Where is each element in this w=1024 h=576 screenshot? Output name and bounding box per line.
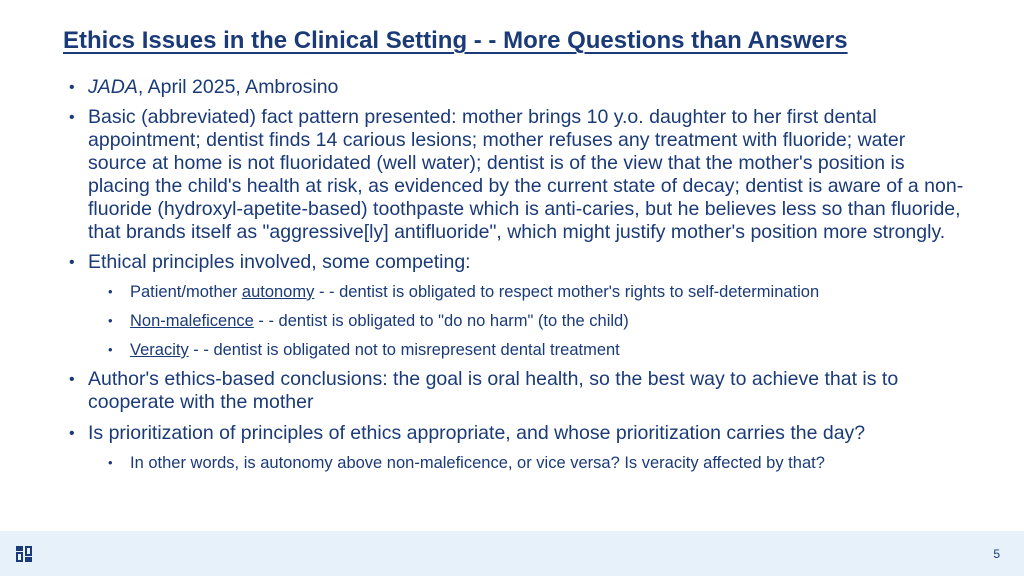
bullet-prioritization	[68, 422, 968, 473]
principle-non-maleficence	[108, 311, 968, 331]
conclusions-text: Author's ethics-based conclusions: the goal is oral health, so the best way to achieve that is to cooperate with the mother	[88, 368, 899, 413]
slide-title: Ethics Issues in the Clinical Setting - - More Questions than Answers	[63, 27, 848, 54]
principles-sublist	[88, 282, 968, 360]
citation-rest: , April 2025, Ambrosino	[137, 76, 339, 98]
prioritization-subitem	[108, 453, 968, 473]
principle-autonomy	[108, 282, 968, 302]
principle-veracity	[108, 340, 968, 360]
slide-content	[68, 76, 968, 481]
principle-term: Non-maleficence	[130, 312, 254, 330]
prioritization-sublist	[88, 453, 968, 473]
bullet-fact-pattern	[68, 106, 968, 244]
prioritization-text: Is prioritization of principles of ethics appropriate, and whose prioritization carries the day?	[88, 422, 866, 444]
bullet-author-conclusions	[68, 368, 968, 414]
ethical-principles-text: Ethical principles involved, some competing:	[88, 251, 471, 273]
principle-description: - - dentist is obligated to respect mother's rights to self-determination	[314, 283, 820, 301]
principle-description: - - dentist is obligated to "do no harm" (to the child)	[253, 312, 629, 330]
bullet-citation	[68, 76, 968, 99]
bullet-ethical-principles	[68, 251, 968, 360]
principle-term: Veracity	[130, 341, 189, 359]
principle-description: - - dentist is obligated not to misrepresent dental treatment	[188, 341, 620, 359]
bullet-list	[68, 76, 968, 473]
page-number: 5	[993, 547, 1000, 561]
principle-term: autonomy	[241, 283, 315, 301]
journal-name: JADA	[88, 76, 138, 98]
prioritization-subtext: In other words, is autonomy above non-maleficence, or vice versa? Is veracity affected by that?	[130, 454, 825, 472]
footer-bar	[0, 531, 1024, 576]
firm-logo-icon	[16, 546, 32, 562]
principle-prefix: Patient/mother	[130, 283, 242, 301]
fact-pattern-text: Basic (abbreviated) fact pattern presented: mother brings 10 y.o. daughter to her first dental appointment; dentist finds 14 carious lesions; mother refuses any treatment with fluoride; water source at home is not fluoridated (well water); dentist is of the view that the mother's position is placing the child's health at risk, as evidenced by the current state of decay; dentist is aware of a non-fluoride (hydroxyl-apetite-based) toothpaste which is anti-caries, but he believes less so than fluoride, that brands itself as "aggressive[ly] antifluoride", which might justify mother's position more strongly.	[88, 106, 964, 243]
